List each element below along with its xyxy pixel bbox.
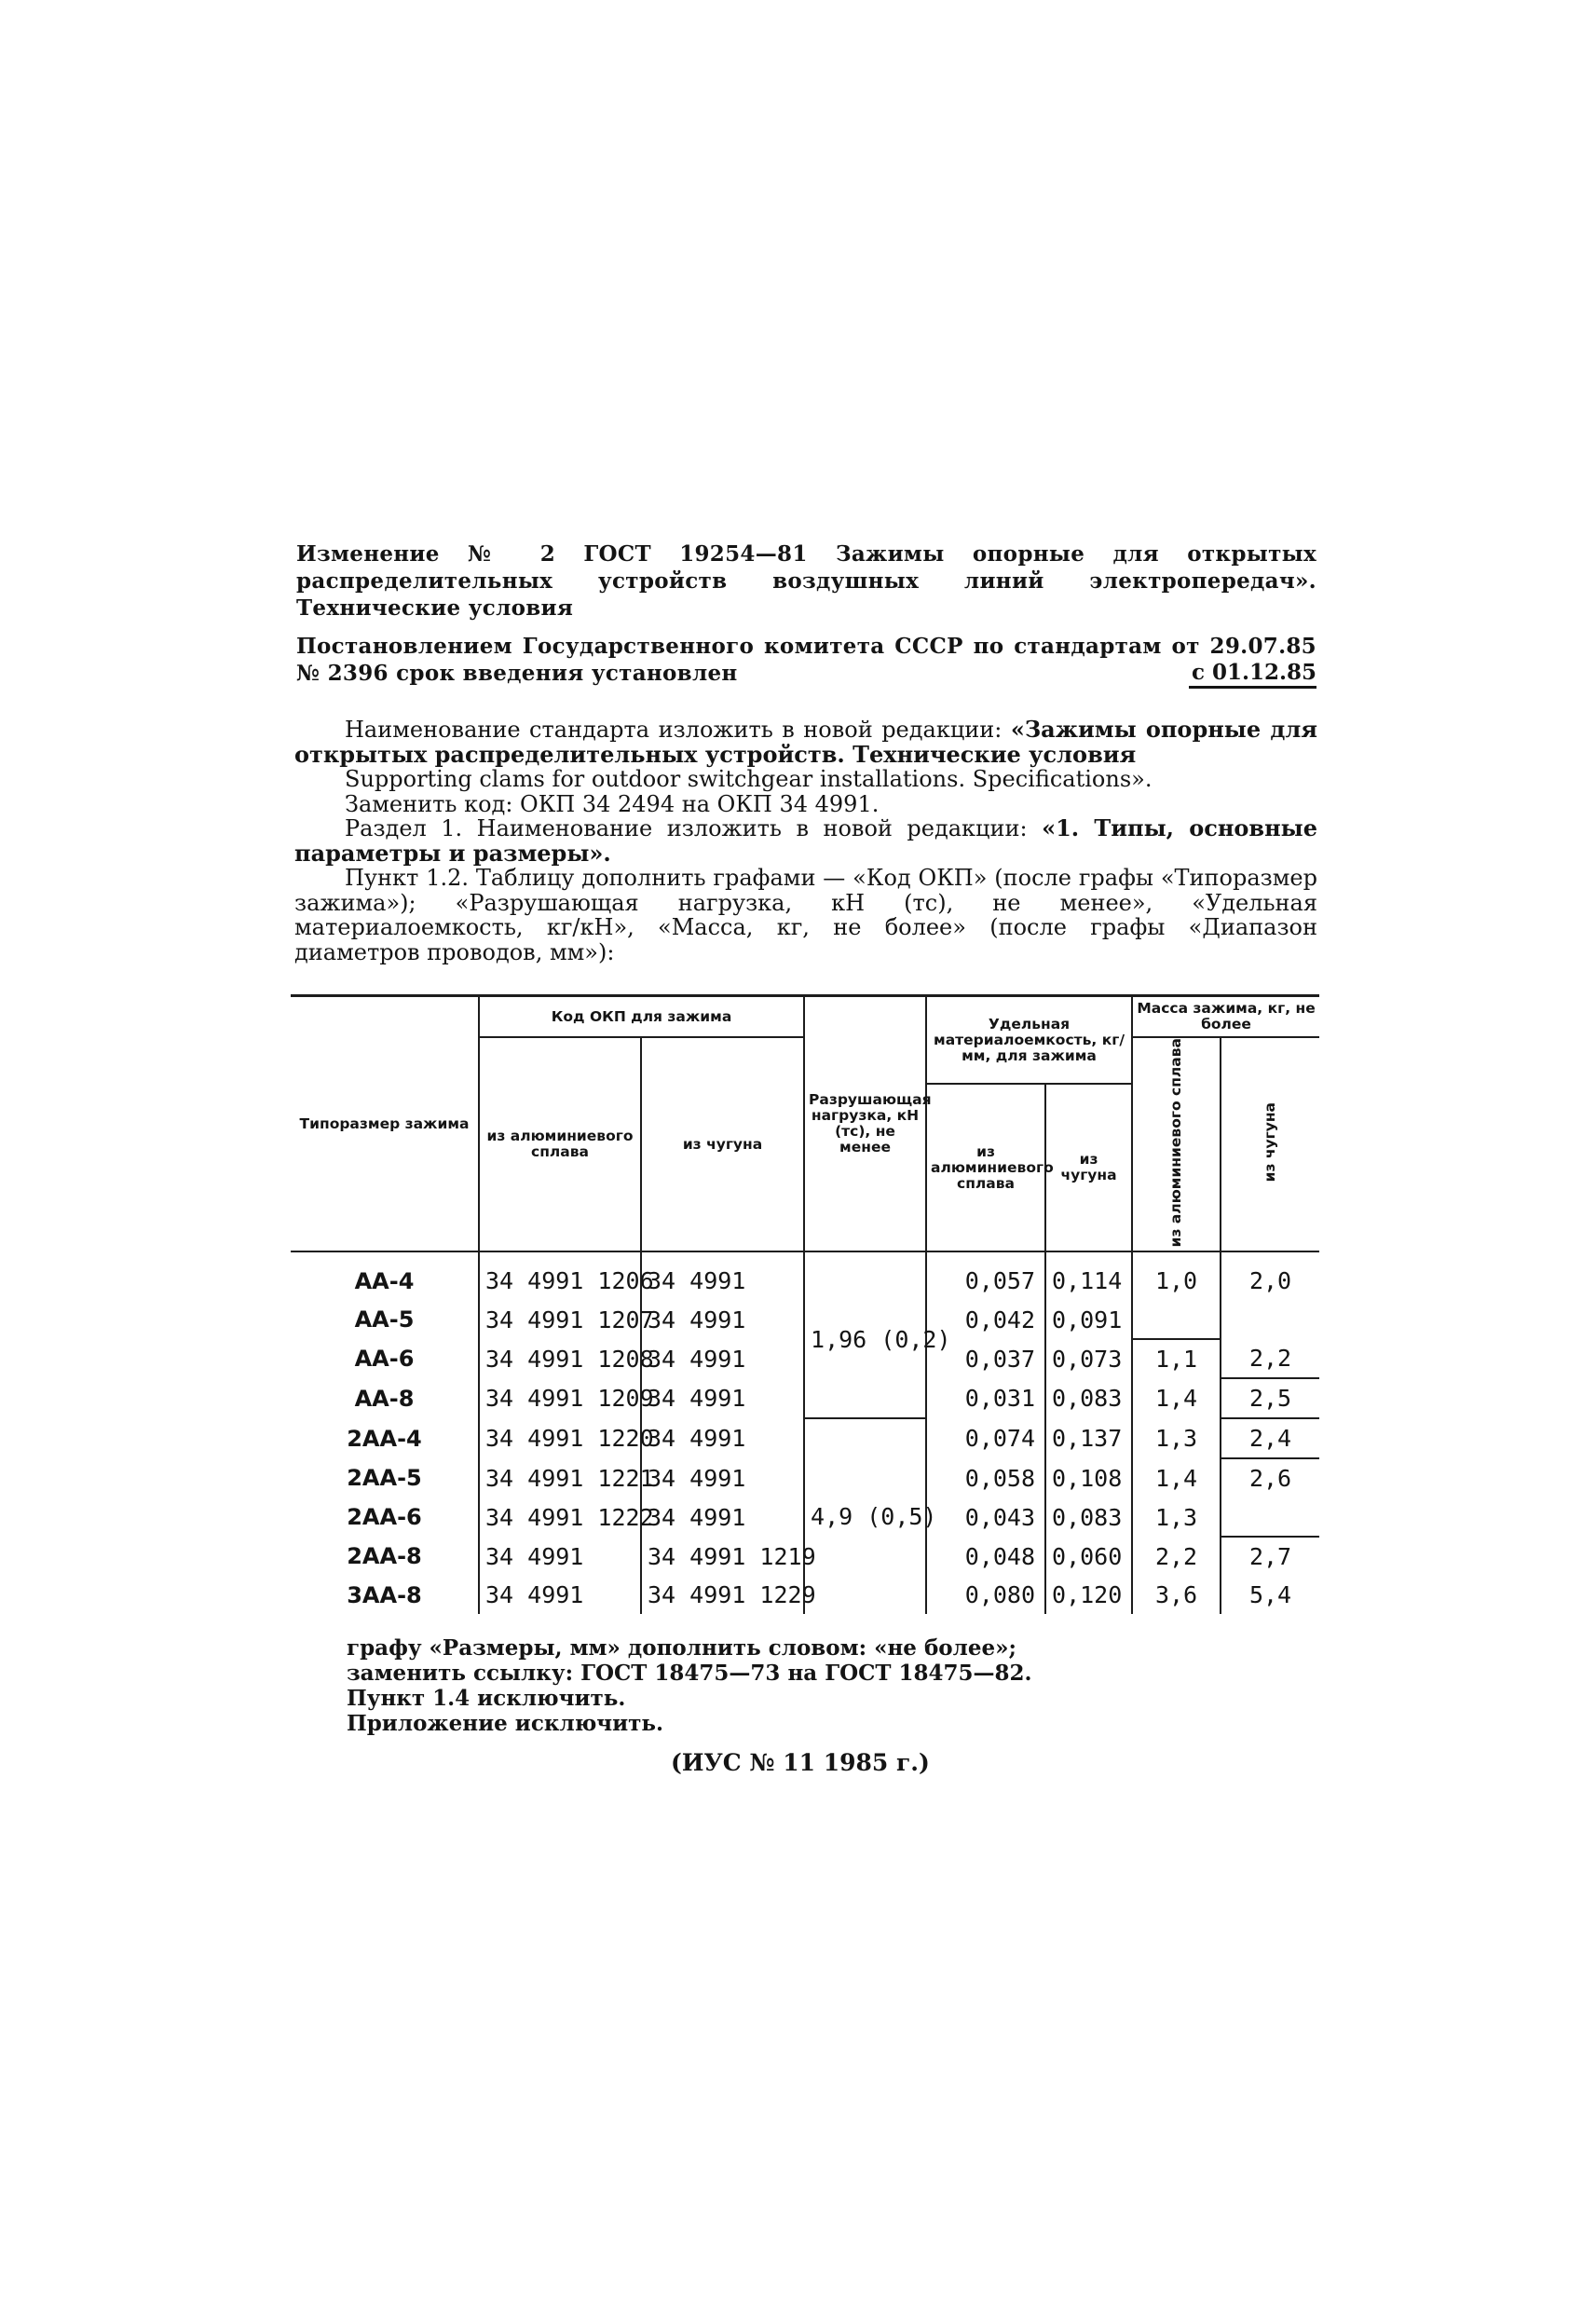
paragraph-english-name: Supporting clams for outdoor switchgear installations. Specifications». bbox=[345, 766, 1153, 792]
amendment-body bbox=[294, 718, 1317, 964]
cell-size: 2АА-5 bbox=[291, 1458, 479, 1497]
table-row bbox=[291, 1418, 1319, 1458]
publication-source: (ИУС № 11 1985 г.) bbox=[671, 1749, 930, 1776]
cell-size: АА-4 bbox=[291, 1251, 479, 1300]
header-okp-aluminium: из алюминиевого сплава bbox=[479, 1037, 641, 1251]
cell-okp-iron: 34 4991 bbox=[641, 1339, 804, 1378]
table-row bbox=[291, 1251, 1319, 1300]
cell-mass-aluminium: 1,1 bbox=[1132, 1339, 1221, 1378]
cell-spec-iron: 0,073 bbox=[1045, 1339, 1132, 1378]
cell-okp-iron: 34 4991 bbox=[641, 1497, 804, 1537]
clamp-parameters-table bbox=[291, 994, 1319, 1614]
cell-okp-aluminium: 34 4991 1207 bbox=[479, 1300, 641, 1339]
header-okp-iron: из чугуна bbox=[641, 1037, 804, 1251]
cell-mass-iron: 5,4 bbox=[1221, 1576, 1319, 1614]
cell-okp-iron: 34 4991 1219 bbox=[641, 1537, 804, 1576]
paragraph-lead: Раздел 1. Наименование изложить в новой редакции: bbox=[345, 815, 1043, 841]
cell-okp-aluminium: 34 4991 1206 bbox=[479, 1251, 641, 1300]
paragraph-section-1 bbox=[294, 816, 1317, 866]
cell-mass-iron: 2,4 bbox=[1221, 1418, 1319, 1458]
cell-spec-iron: 0,083 bbox=[1045, 1497, 1132, 1537]
cell-breaking-load: 4,9 (0,5) bbox=[804, 1418, 926, 1614]
header-mass-group: Масса зажима, кг, не более bbox=[1132, 996, 1319, 1038]
new-section-name: «1. Типы, основные параметры и размеры». bbox=[294, 814, 1318, 867]
footer-line-appendix: Приложение исключить. bbox=[347, 1711, 664, 1736]
cell-size: 2АА-8 bbox=[291, 1537, 479, 1576]
cell-spec-iron: 0,137 bbox=[1045, 1418, 1132, 1458]
cell-mass-aluminium: 1,4 bbox=[1132, 1458, 1221, 1497]
cell-okp-iron: 34 4991 bbox=[641, 1378, 804, 1418]
paragraph-lead: Наименование стандарта изложить в новой редакции: bbox=[345, 717, 1011, 743]
cell-mass-aluminium: 1,3 bbox=[1132, 1418, 1221, 1458]
cell-okp-iron: 34 4991 bbox=[641, 1251, 804, 1300]
header-mass-aluminium-text: из алюминиевого сплава bbox=[1167, 1038, 1185, 1248]
cell-size: АА-6 bbox=[291, 1339, 479, 1378]
paragraph-point-1-2: Пункт 1.2. Таблицу дополнить графами — «Код ОКП» (после графы «Типоразмер зажима»); «Разрушающая нагрузка, кН (тс), не менее», «Удельная материалоемкость, кг/кН», «Масса, кг, не более» (после графы «Диапазон диаметров проводов, мм»): bbox=[294, 865, 1317, 965]
resolution-text: Постановлением Государственного комитета СССР по стандартам от 29.07.85 № 2396 срок введения установлен bbox=[296, 634, 1316, 686]
footer-line-sizes: графу «Размеры, мм» дополнить словом: «не более»; bbox=[347, 1635, 1016, 1661]
cell-spec-aluminium: 0,057 bbox=[926, 1251, 1045, 1300]
cell-spec-aluminium: 0,031 bbox=[926, 1378, 1045, 1418]
header-okp-group: Код ОКП для зажима bbox=[479, 996, 804, 1038]
cell-spec-iron: 0,083 bbox=[1045, 1378, 1132, 1418]
cell-spec-aluminium: 0,043 bbox=[926, 1497, 1045, 1537]
cell-okp-aluminium: 34 4991 1220 bbox=[479, 1418, 641, 1458]
header-specific-material: Удельная материалоемкость, кг/мм, для зажима bbox=[926, 996, 1132, 1085]
cell-mass-aluminium: 1,0 bbox=[1132, 1251, 1221, 1300]
header-size: Типоразмер зажима bbox=[291, 996, 479, 1252]
cell-size: АА-8 bbox=[291, 1378, 479, 1418]
cell-mass-aluminium: 1,3 bbox=[1132, 1497, 1221, 1537]
cell-size: 2АА-4 bbox=[291, 1418, 479, 1458]
amendment-footer bbox=[347, 1635, 1316, 1736]
cell-mass-aluminium: 2,2 bbox=[1132, 1537, 1221, 1576]
header-breaking-load: Разрушающая нагрузка, кН (тс), не менее bbox=[804, 996, 926, 1252]
cell-okp-iron: 34 4991 bbox=[641, 1300, 804, 1339]
cell-mass-iron: 2,2 bbox=[1221, 1339, 1319, 1378]
cell-spec-aluminium: 0,058 bbox=[926, 1458, 1045, 1497]
cell-okp-aluminium: 34 4991 1221 bbox=[479, 1458, 641, 1497]
paragraph-standard-name bbox=[294, 718, 1317, 767]
cell-okp-iron: 34 4991 bbox=[641, 1458, 804, 1497]
cell-mass-iron: 2,7 bbox=[1221, 1537, 1319, 1576]
cell-okp-aluminium: 34 4991 bbox=[479, 1537, 641, 1576]
cell-okp-aluminium: 34 4991 1209 bbox=[479, 1378, 641, 1418]
cell-breaking-load: 1,96 (0,2) bbox=[804, 1251, 926, 1418]
cell-spec-iron: 0,060 bbox=[1045, 1537, 1132, 1576]
cell-mass-iron: 2,6 bbox=[1221, 1458, 1319, 1497]
cell-spec-aluminium: 0,042 bbox=[926, 1300, 1045, 1339]
cell-mass-iron bbox=[1221, 1497, 1319, 1537]
document-header bbox=[296, 540, 1316, 687]
cell-mass-aluminium bbox=[1132, 1300, 1221, 1339]
header-mass-aluminium bbox=[1132, 1037, 1221, 1251]
cell-okp-iron: 34 4991 1229 bbox=[641, 1576, 804, 1614]
cell-spec-iron: 0,114 bbox=[1045, 1251, 1132, 1300]
cell-mass-iron bbox=[1221, 1300, 1319, 1339]
cell-size: 3АА-8 bbox=[291, 1576, 479, 1614]
footer-line-point-1-4: Пункт 1.4 исключить. bbox=[347, 1686, 626, 1711]
header-spec-aluminium: из алюминиевого сплава bbox=[926, 1084, 1045, 1251]
header-mass-iron-text: из чугуна bbox=[1262, 1102, 1279, 1183]
footer-line-reference: заменить ссылку: ГОСТ 18475—73 на ГОСТ 18475—82. bbox=[347, 1661, 1032, 1686]
cell-size: АА-5 bbox=[291, 1300, 479, 1339]
new-standard-name: «Зажимы опорные для открытых распределительных устройств. Технические условия bbox=[294, 716, 1317, 768]
cell-mass-iron: 2,5 bbox=[1221, 1378, 1319, 1418]
cell-spec-aluminium: 0,037 bbox=[926, 1339, 1045, 1378]
cell-mass-aluminium: 3,6 bbox=[1132, 1576, 1221, 1614]
cell-okp-aluminium: 34 4991 1208 bbox=[479, 1339, 641, 1378]
cell-spec-iron: 0,091 bbox=[1045, 1300, 1132, 1339]
cell-okp-iron: 34 4991 bbox=[641, 1418, 804, 1458]
effective-date: с 01.12.85 bbox=[1189, 660, 1316, 689]
cell-size: 2АА-6 bbox=[291, 1497, 479, 1537]
amendment-table-wrap bbox=[291, 994, 1319, 1614]
cell-spec-iron: 0,120 bbox=[1045, 1576, 1132, 1614]
header-spec-iron: из чугуна bbox=[1045, 1084, 1132, 1251]
cell-spec-iron: 0,108 bbox=[1045, 1458, 1132, 1497]
amendment-title: Изменение № 2 ГОСТ 19254—81 Зажимы опорные для открытых распределительных устройств воздушных линий электропередач». Технические условия bbox=[296, 541, 1316, 621]
paragraph-okp-code: Заменить код: ОКП 34 2494 на ОКП 34 4991. bbox=[345, 790, 880, 817]
cell-mass-aluminium: 1,4 bbox=[1132, 1378, 1221, 1418]
table-row bbox=[291, 1576, 1319, 1614]
cell-okp-aluminium: 34 4991 1222 bbox=[479, 1497, 641, 1537]
cell-okp-aluminium: 34 4991 bbox=[479, 1576, 641, 1614]
cell-spec-aluminium: 0,080 bbox=[926, 1576, 1045, 1614]
header-mass-iron bbox=[1221, 1037, 1319, 1251]
cell-spec-aluminium: 0,048 bbox=[926, 1537, 1045, 1576]
cell-spec-aluminium: 0,074 bbox=[926, 1418, 1045, 1458]
cell-mass-iron: 2,0 bbox=[1221, 1251, 1319, 1300]
